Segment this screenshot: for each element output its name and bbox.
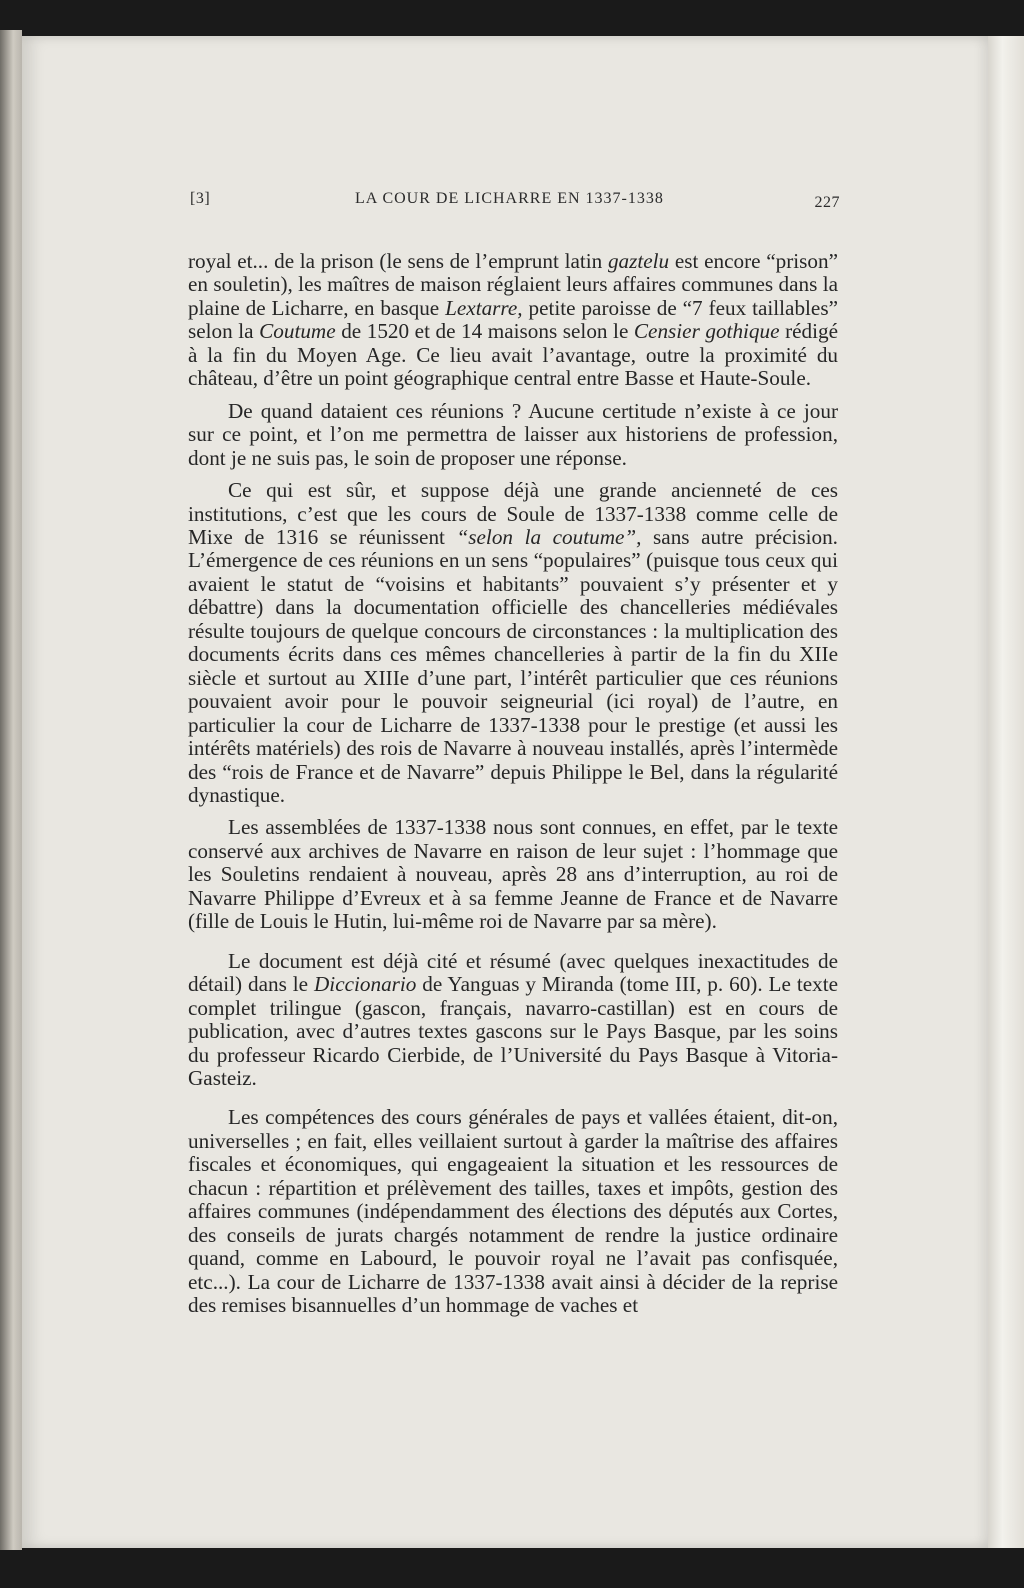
paragraph [188, 1106, 838, 1317]
text-run: de Yanguas y Miranda (tome III, p. 60). Le texte complet trilingue (gascon, français, navarro-castillan) est en cours de publication, avec d’autres textes gascons sur le Pays Basque, par les soins du professeur Ricardo Cierbide, de l’Université du Pays Basque à Vitoria-Gasteiz. [188, 972, 838, 1090]
text-run: Le document est déjà cité et résumé (avec quelques inexactitudes de détail) dans le [188, 948, 838, 997]
next-page-edge [988, 36, 1024, 1548]
text-run: Les compétences des cours générales de pays et vallées étaient, dit-on, universelles ; en fait, elles veillaient surtout à garder la maîtrise des affaires fiscales et économiques, qui engageaient la situation et les ressources de chacun : répartition et prélèvement des tailles, taxes et impôts, gestion des affaires communes (indépendamment des élections des députés aux Cortes, des conseils de jurats chargés notamment de rendre la justice ordinaire quand, comme en Labourd, le pouvoir royal ne l’avait pas confisquée, etc...). La cour de Licharre de 1337-1338 avait ainsi à décider de la reprise des remises bisannuelles d’un hommage de vaches et [188, 1105, 838, 1318]
running-head [190, 190, 840, 216]
running-title: LA COUR DE LICHARRE EN 1337-1338 [355, 190, 664, 207]
text-run: rédigé à la fin du Moyen Age. Ce lieu avait l’avantage, outre la proximité du château, d’être un point géographique central entre Basse et Haute-Soule. [188, 319, 839, 391]
paragraph [188, 816, 838, 933]
text-run: Les assemblées de 1337-1338 nous sont connues, en effet, par le texte conservé aux archives de Navarre en raison de leur sujet : l’hommage que les Souletins rendaient à nouveau, après 28 ans d’interruption, au roi de Navarre Philippe d’Evreux et à sa femme Jeanne de France et de Navarre (fille de Louis le Hutin, lui-même roi de Navarre par sa mère). [188, 815, 838, 934]
paragraph [188, 479, 838, 807]
text-run: Ce qui est sûr, et suppose déjà une grande ancienneté de ces institutions, c’est que les cours de Soule de 1337-1338 comme celle de Mixe de 1316 se réunissent [188, 478, 838, 549]
paragraph [188, 250, 838, 391]
italic-text: gaztelu [607, 249, 670, 273]
text-run: petite paroisse de “7 feux taillables” selon la [188, 295, 838, 344]
text-run: sans autre précision. L’émergence de ces réunions en un sens “populaires” (puisque tous ceux qui avaient le statut de “voisins et habitants” pouvaient s’y présenter et y débattre) dans la documentation officielle des chancelleries médiévales résulte toujours de quelque concours de circonstances : la multiplication des documents écrits dans ces mêmes chancelleries à partir de la fin du XIIe siècle et surtout au XIIIe d’une part, l’intérêt particulier que ces réunions pouvaient avoir pour le pouvoir seigneurial (ici royal) de l’autre, en particulier la cour de Licharre de 1337-1338 pour le prestige (et aussi les intérêts matériels) des rois de Navarre à nouveau installés, après l’intermède des “rois de France et de Navarre” depuis Philippe le Bel, dans la régularité dynastique. [188, 524, 838, 807]
paragraph [188, 950, 838, 1091]
section-number: [3] [190, 190, 211, 207]
text-run: De quand dataient ces réunions ? Aucune certitude n’existe à ce jour sur ce point, et l’on me permettra de laisser aux historiens de profession, dont je ne suis pas, le soin de proposer une réponse. [188, 398, 838, 470]
italic-text: Diccionario [314, 972, 417, 997]
italic-text: Coutume [259, 319, 336, 344]
text-run: de 1520 et de 14 maisons selon le [335, 319, 634, 344]
text-run: royal et... de la prison (le sens de l’emprunt latin [188, 249, 608, 273]
italic-text: “selon la coutume”, [456, 524, 642, 549]
paragraph [188, 400, 838, 470]
italic-text: Censier gothique [633, 319, 780, 344]
italic-text: Lextarre, [445, 295, 523, 320]
text-run: est encore “prison” en souletin), les maîtres de maison réglaient leurs affaires communes dans la plaine de Licharre, en basque [188, 249, 838, 320]
page-number: 227 [814, 194, 840, 211]
body-text [188, 250, 838, 1317]
page-gutter-edge [0, 30, 22, 1550]
